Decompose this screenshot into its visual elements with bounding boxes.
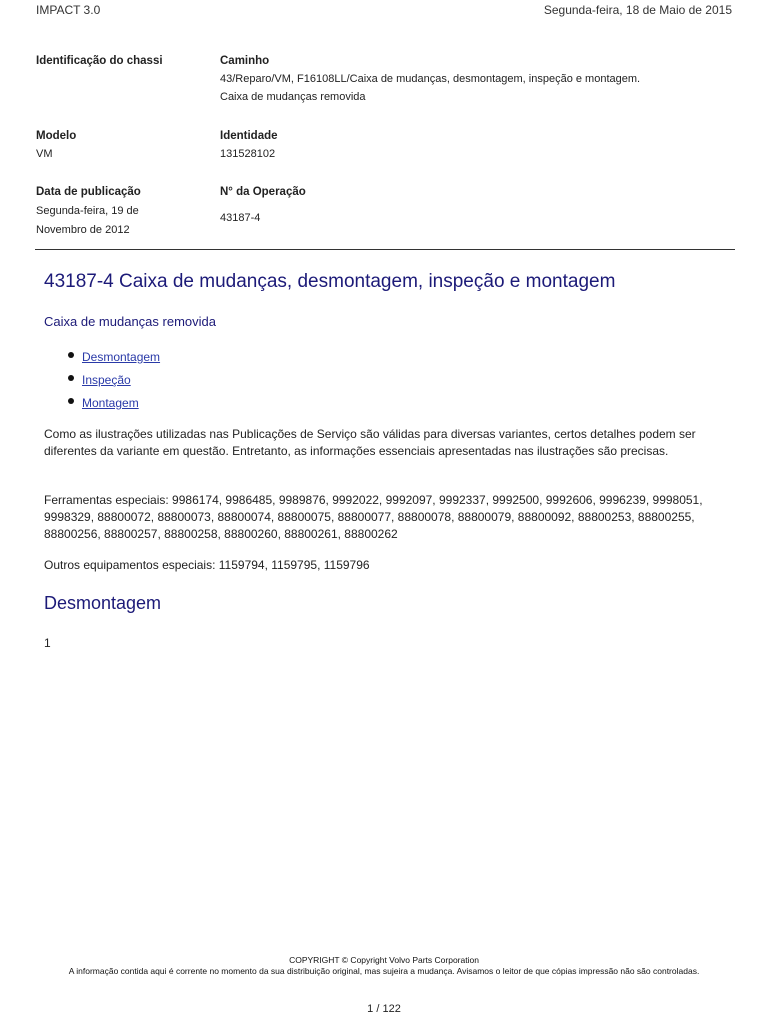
- pubdate-line-1: Segunda-feira, 19 de: [36, 205, 139, 217]
- divider: [35, 249, 735, 250]
- toc-list: [68, 346, 160, 415]
- copyright: COPYRIGHT © Copyright Volvo Parts Corporation: [289, 955, 479, 965]
- pubdate-label: Data de publicação: [36, 186, 141, 198]
- page-subtitle: Caixa de mudanças removida: [44, 314, 216, 329]
- operation-label: N° da Operação: [220, 186, 306, 198]
- model-value: VM: [36, 148, 53, 160]
- model-label: Modelo: [36, 130, 77, 142]
- operation-value: 43187-4: [220, 212, 261, 224]
- path-line-1: 43/Reparo/VM, F16108LL/Caixa de mudanças, desmontagem, inspeção e montagem.: [220, 73, 641, 85]
- path-line-2: Caixa de mudanças removida: [220, 91, 366, 103]
- toc-link-montagem[interactable]: Montagem: [82, 396, 139, 410]
- model-block: [36, 127, 206, 163]
- pubdate-block: [36, 183, 206, 240]
- disclaimer: A informação contida aqui é corrente no momento da sua distribuição original, mas sujeira a mudança. Avisamos o leitor de que cópias impressão não são controladas.: [68, 966, 700, 976]
- toc-item: [68, 392, 160, 415]
- bullet-icon: [68, 352, 74, 358]
- chassis-label: Identificação do chassi: [36, 55, 163, 67]
- operation-block: [220, 183, 730, 227]
- page-number: 1 / 122: [367, 1003, 401, 1015]
- toc-link-inspecao[interactable]: Inspeção: [82, 373, 131, 387]
- step-number: 1: [44, 636, 51, 650]
- section-title: Desmontagem: [44, 593, 162, 613]
- path-label: Caminho: [220, 55, 270, 67]
- path-block: [220, 52, 730, 106]
- chassis-id-label: [36, 52, 206, 70]
- page-title: 43187-4 Caixa de mudanças, desmontagem, inspeção e montagem: [44, 271, 616, 292]
- bullet-icon: [68, 375, 74, 381]
- print-date: Segunda-feira, 18 de Maio de 2015: [543, 3, 732, 17]
- app-title: IMPACT 3.0: [36, 3, 101, 17]
- bullet-icon: [68, 398, 74, 404]
- other-equipment: Outros equipamentos especiais: 1159794, 1159795, 1159796: [44, 558, 370, 572]
- toc-link-desmontagem[interactable]: Desmontagem: [82, 350, 161, 364]
- toc-item: [68, 369, 160, 392]
- pubdate-line-2: Novembro de 2012: [36, 224, 130, 236]
- toc-item: [68, 346, 160, 369]
- special-tools: Ferramentas especiais: 9986174, 9986485, 9989876, 9992022, 9992097, 9992337, 9992500, 9992606, 9996239, 9998051, 9998329, 88800072, 88800073, 88800074, 88800075, 88800077, 88800078, 88800079, 88800092, 88800253, 88800255, 88800256, 88800257, 88800258, 88800260, 88800261, 88800262: [44, 493, 703, 541]
- identity-value: 131528102: [220, 148, 276, 160]
- illustration-note: Como as ilustrações utilizadas nas Publicações de Serviço são válidas para diversas variantes, certos detalhes podem ser diferentes da variante em questão. Entretanto, as informações essenciais apresentadas nas ilustrações são precisas.: [44, 427, 696, 458]
- identity-label: Identidade: [220, 130, 278, 142]
- identity-block: [220, 127, 730, 163]
